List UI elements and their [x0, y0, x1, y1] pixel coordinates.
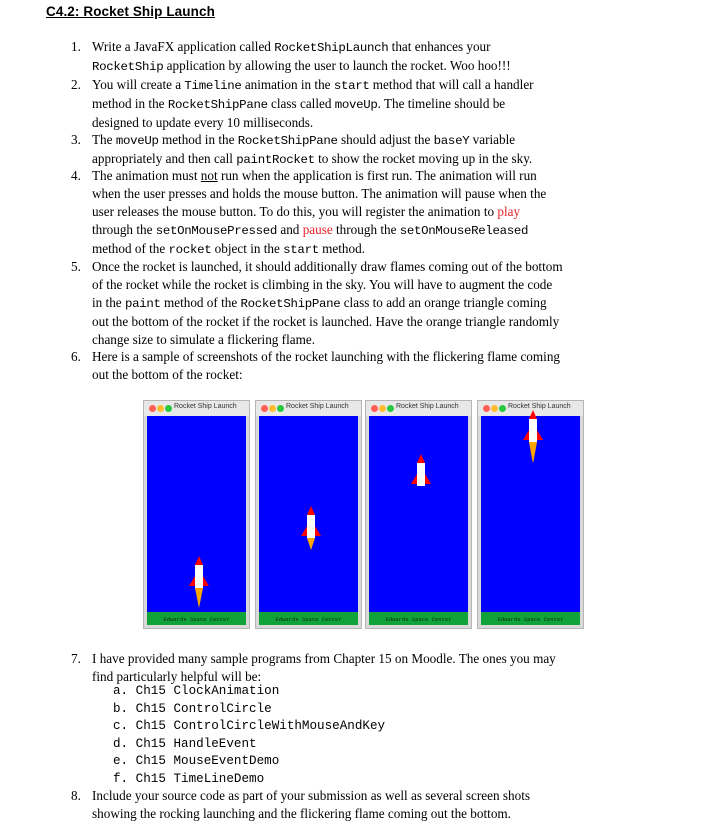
- item-number: 6.: [71, 349, 81, 364]
- screenshot-window: [143, 400, 250, 629]
- rocket-icon: [518, 410, 548, 462]
- rocket-nose: [529, 410, 537, 419]
- item-number: 3.: [71, 132, 81, 147]
- ground-label: Edwards Space Center: [497, 616, 564, 623]
- item-number: 4.: [71, 168, 81, 183]
- rocket-body: [307, 515, 315, 538]
- window-title: Rocket Ship Launch: [174, 403, 237, 410]
- rocket-body: [529, 419, 537, 442]
- sub-item: f. Ch15 TimeLineDemo: [113, 771, 265, 786]
- maximize-dot-icon: [277, 405, 284, 412]
- minimize-dot-icon: [491, 405, 498, 412]
- rocket-fin-right: [315, 526, 321, 536]
- item-number: 2.: [71, 77, 81, 92]
- close-dot-icon: [261, 405, 268, 412]
- rocket-nose: [307, 506, 315, 515]
- rocket-icon: [296, 506, 326, 558]
- page-title: C4.2: Rocket Ship Launch: [46, 4, 215, 19]
- ground: [369, 612, 468, 625]
- rocket-fin-right: [425, 474, 431, 484]
- sky: [369, 416, 468, 625]
- item-number: 7.: [71, 651, 81, 666]
- ground-label: Edwards Space Center: [275, 616, 342, 623]
- item-number: 8.: [71, 788, 81, 803]
- sub-item: d. Ch15 HandleEvent: [113, 736, 257, 751]
- close-dot-icon: [371, 405, 378, 412]
- sub-item: e. Ch15 MouseEventDemo: [113, 754, 280, 768]
- sky: [147, 416, 246, 625]
- window-title: Rocket Ship Launch: [286, 403, 349, 410]
- window-titlebar: [366, 401, 471, 416]
- rocket-body: [417, 463, 425, 486]
- rocket-nose: [195, 556, 203, 565]
- window-titlebar: [144, 401, 249, 416]
- screenshot-window: [477, 400, 584, 629]
- sky: [481, 416, 580, 625]
- ground-label: Edwards Space Center: [163, 616, 230, 623]
- close-dot-icon: [149, 405, 156, 412]
- maximize-dot-icon: [499, 405, 506, 412]
- screenshot-window: [365, 400, 472, 629]
- sub-item: b. Ch15 ControlCircle: [113, 701, 272, 716]
- window-title: Rocket Ship Launch: [396, 403, 459, 410]
- window-titlebar: [256, 401, 361, 416]
- sky: [259, 416, 358, 625]
- rocket-nose: [417, 454, 425, 463]
- ground: [481, 612, 580, 625]
- item-number: 1.: [71, 39, 81, 54]
- rocket-fin-left: [189, 576, 195, 586]
- rocket-fin-right: [537, 430, 543, 440]
- screenshot-window: [255, 400, 362, 629]
- flame-icon: [195, 588, 203, 608]
- ground: [147, 612, 246, 625]
- minimize-dot-icon: [157, 405, 164, 412]
- minimize-dot-icon: [379, 405, 386, 412]
- rocket-fin-left: [411, 474, 417, 484]
- close-dot-icon: [483, 405, 490, 412]
- item-number: 5.: [71, 259, 81, 274]
- rocket-fin-left: [301, 526, 307, 536]
- rocket-icon: [406, 454, 436, 506]
- sub-list: [113, 683, 385, 788]
- maximize-dot-icon: [387, 405, 394, 412]
- ground: [259, 612, 358, 625]
- minimize-dot-icon: [269, 405, 276, 412]
- rocket-icon: [184, 556, 214, 608]
- maximize-dot-icon: [165, 405, 172, 412]
- rocket-fin-left: [523, 430, 529, 440]
- rocket-fin-right: [203, 576, 209, 586]
- flame-icon: [529, 442, 537, 462]
- flame-icon: [307, 538, 315, 550]
- sub-item: c. Ch15 ControlCircleWithMouseAndKey: [113, 719, 386, 733]
- ground-label: Edwards Space Center: [385, 616, 452, 623]
- sub-item: a. Ch15 ClockAnimation: [113, 684, 280, 698]
- window-title: Rocket Ship Launch: [508, 403, 571, 410]
- rocket-body: [195, 565, 203, 588]
